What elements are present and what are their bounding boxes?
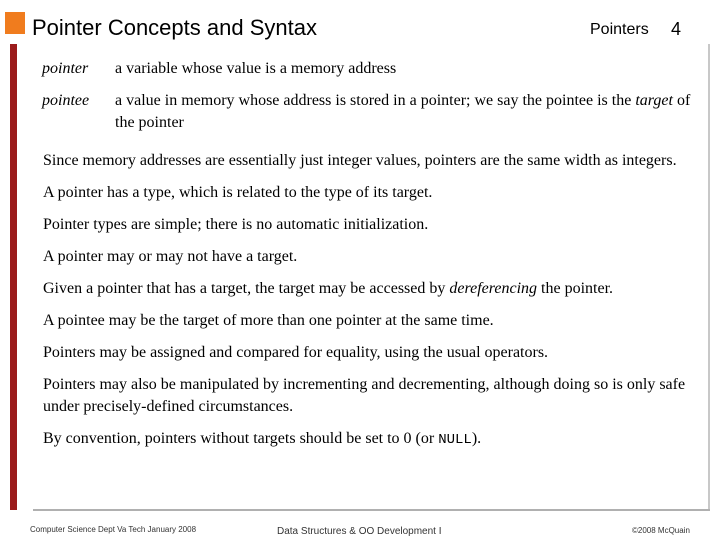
null-before: By convention, pointers without targets should be set to 0 (or: [43, 430, 439, 447]
title-accent-square: [5, 12, 25, 34]
right-border-line: [708, 44, 710, 511]
page-number: 4: [671, 19, 682, 39]
footer-right: ©2008 McQuain: [632, 526, 690, 535]
paragraph-target: A pointer may or may not have a target.: [43, 248, 298, 265]
null-after: ).: [471, 430, 482, 447]
definition-term: pointer: [42, 60, 89, 77]
definitions-list: [42, 58, 702, 144]
deref-after: the pointer.: [537, 280, 614, 297]
body-paragraphs: [43, 150, 703, 461]
definition-text: [115, 90, 702, 134]
paragraph-arithmetic: Pointers may also be manipulated by incrementing and decrementing, although doing so is only safe under precisely-defined circumstances.: [43, 376, 686, 415]
footer-center: Data Structures & OO Development I: [277, 526, 442, 537]
definition-emphasis: target: [635, 92, 673, 109]
paragraph-assignment: Pointers may be assigned and compared for equality, using the usual operators.: [43, 344, 549, 361]
paragraph-width: Since memory addresses are essentially just integer values, pointers are the same width as integers.: [43, 152, 677, 169]
deref-emphasis: dereferencing: [449, 280, 538, 297]
bottom-border-line: [33, 509, 710, 511]
slide-title: Pointer Concepts and Syntax: [32, 15, 317, 40]
definition-pointer: [42, 58, 702, 80]
definition-pointee: [42, 90, 702, 134]
paragraph-multiple-pointers: A pointee may be the target of more than one pointer at the same time.: [43, 312, 494, 329]
section-label: Pointers: [590, 21, 649, 38]
left-accent-bar: [10, 44, 17, 510]
paragraph-null: [43, 428, 703, 451]
definition-text-before: a value in memory whose address is stored in a pointer; we say the pointee is the: [115, 92, 636, 109]
paragraph-initialization: Pointer types are simple; there is no automatic initialization.: [43, 216, 429, 233]
deref-before: Given a pointer that has a target, the target may be accessed by: [43, 280, 450, 297]
paragraph-type: A pointer has a type, which is related to the type of its target.: [43, 184, 433, 201]
null-code: NULL: [438, 432, 472, 448]
definition-text-after: of the pointer: [115, 92, 691, 131]
definition-term: pointee: [42, 92, 90, 109]
definition-text: a variable whose value is a memory address: [115, 60, 397, 77]
paragraph-dereference: [43, 278, 703, 300]
footer-left: Computer Science Dept Va Tech January 2008: [30, 525, 197, 534]
